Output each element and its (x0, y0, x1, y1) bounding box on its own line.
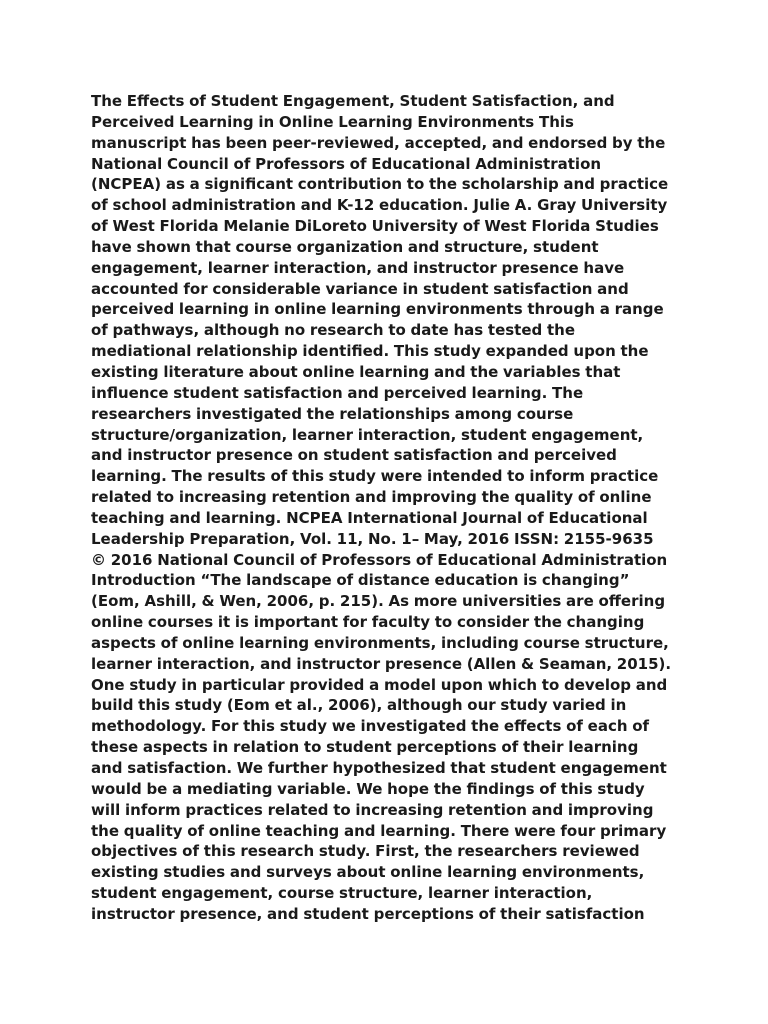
text-line: of pathways, although no research to date has tested the (91, 321, 576, 340)
text-line: these aspects in relation to student perceptions of their learning (91, 738, 639, 757)
text-line: researchers investigated the relationships among course (91, 404, 574, 423)
text-line: and instructor presence on student satisfaction and perceived (91, 446, 617, 465)
text-line: influence student satisfaction and perceived learning. The (91, 383, 584, 402)
text-line: will inform practices related to increasing retention and improving (91, 800, 654, 819)
text-line: National Council of Professors of Educational Administration (91, 154, 602, 173)
text-line: © 2016 National Council of Professors of Educational Administration (91, 550, 668, 569)
text-line: methodology. For this study we investigated the effects of each of (91, 717, 650, 736)
text-line: mediational relationship identified. This study expanded upon the (91, 342, 649, 361)
text-line: Leadership Preparation, Vol. 11, No. 1– May, 2016 ISSN: 2155-9635 (91, 529, 654, 548)
text-line: learning. The results of this study were intended to inform practice (91, 467, 659, 486)
text-line: and satisfaction. We further hypothesized that student engagement (91, 759, 667, 777)
text-line: accounted for considerable variance in student satisfaction and (91, 279, 629, 298)
text-line: would be a mediating variable. We hope the findings of this study (91, 779, 645, 798)
text-line: student engagement, course structure, learner interaction, (91, 884, 593, 903)
text-line: (Eom, Ashill, & Wen, 2006, p. 215). As more universities are offering (91, 592, 666, 611)
text-line: have shown that course organization and structure, student (91, 237, 599, 256)
document-body-text (91, 91, 677, 925)
text-line: build this study (Eom et al., 2006), although our study varied in (91, 696, 627, 715)
text-line: Perceived Learning in Online Learning Environments This (91, 112, 574, 131)
text-line: Introduction “The landscape of distance education is changing” (91, 571, 630, 590)
text-line: instructor presence, and student perceptions of their satisfaction (91, 904, 645, 923)
text-line: related to increasing retention and improving the quality of online (91, 488, 652, 507)
text-line: online courses it is important for faculty to consider the changing (91, 613, 645, 632)
text-line: engagement, learner interaction, and instructor presence have (91, 258, 625, 277)
text-line: structure/organization, learner interaction, student engagement, (91, 425, 644, 444)
text-line: (NCPEA) as a significant contribution to the scholarship and practice (91, 175, 669, 194)
text-line: aspects of online learning environments, including course structure, (91, 633, 669, 652)
text-line: of West Florida Melanie DiLoreto University of West Florida Studies (91, 217, 659, 236)
text-line: of school administration and K-12 education. Julie A. Gray University (91, 196, 668, 215)
text-line: One study in particular provided a model upon which to develop and (91, 675, 668, 694)
text-line: objectives of this research study. First, the researchers reviewed (91, 842, 640, 861)
text-line: existing literature about online learning and the variables that (91, 362, 621, 381)
text-line: The Effects of Student Engagement, Student Satisfaction, and (91, 92, 615, 110)
text-line: perceived learning in online learning environments through a range (91, 300, 664, 319)
text-line: the quality of online teaching and learning. There were four primary (91, 821, 667, 840)
text-line: manuscript has been peer-reviewed, accepted, and endorsed by the (91, 133, 666, 152)
text-line: learner interaction, and instructor presence (Allen & Seaman, 2015). (91, 654, 672, 673)
text-line: teaching and learning. NCPEA International Journal of Educational (91, 508, 648, 527)
text-line: existing studies and surveys about online learning environments, (91, 863, 645, 882)
